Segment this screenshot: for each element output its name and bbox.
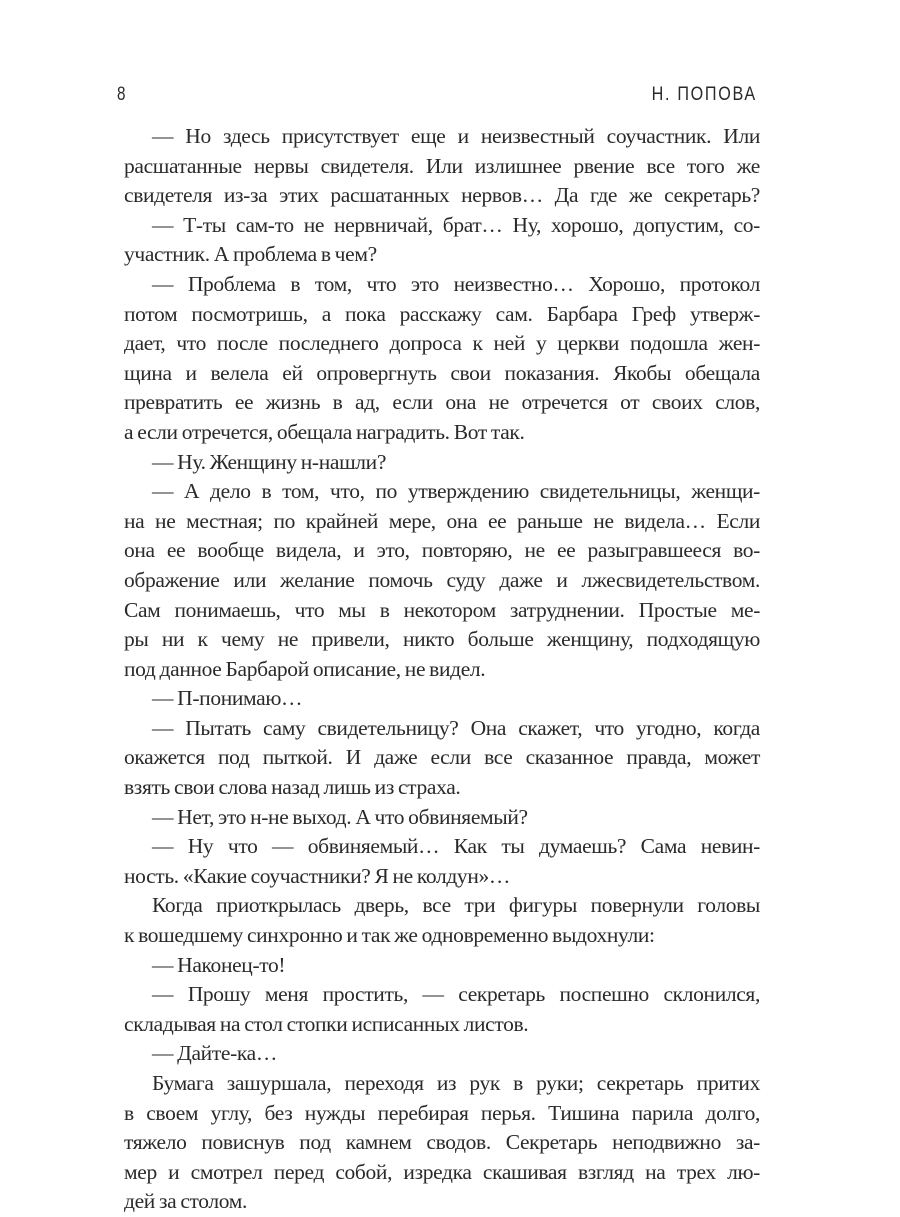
text-line: — Пытать саму свидетельницу? Она скажет, что угодно, когда <box>152 715 760 740</box>
text-line: свидетеля из-за этих расшатанных нервов… Да где же секретарь? <box>124 183 760 208</box>
text-line: щина и велела ей опровергнуть свои показания. Якобы обещала <box>124 360 760 385</box>
text-line: окажется под пыткой. И даже если все сказанное правда, может <box>124 745 760 770</box>
text-line: — Проблема в том, что это неизвестно… Хорошо, протокол <box>152 271 760 296</box>
text-line: превратить ее жизнь в ад, если она не отречется от своих слов, <box>124 390 760 415</box>
text-line: — Но здесь присутствует еще и неизвестный соучастник. Или <box>152 124 760 148</box>
text-line: — А дело в том, что, по утверждению свидетельницы, женщи- <box>152 479 760 504</box>
text-line: взять свои слова назад лишь из страха. <box>124 775 461 800</box>
text-line: под данное Барбарой описание, не видел. <box>124 656 486 681</box>
text-line: мер и смотрел перед собой, изредка скашивая взгляд на трех лю- <box>124 1159 760 1184</box>
text-line: участник. А проблема в чем? <box>124 242 377 267</box>
text-line: в своем углу, без нужды перебирая перья. Тишина парила долго, <box>124 1100 760 1125</box>
text-line: — Ну. Женщину н-нашли? <box>152 449 387 474</box>
text-line: — Наконец-то! <box>152 952 286 977</box>
text-line: к вошедшему синхронно и так же одновременно выдохнули: <box>124 923 655 948</box>
text-line: расшатанные нервы свидетеля. Или излишнее рвение все того же <box>124 153 760 178</box>
text-line: — Дайте-ка… <box>152 1041 278 1066</box>
text-line: — Прошу меня простить, — секретарь поспешно склонился, <box>152 982 760 1007</box>
text-line: — Т-ты сам-то не нервничай, брат… Ну, хорошо, допустим, со- <box>152 212 760 237</box>
text-line: — Ну что — обвиняемый… Как ты думаешь? Сама невин- <box>152 834 760 859</box>
text-line: складывая на стол стопки исписанных листов. <box>124 1011 529 1036</box>
text-line: — Нет, это н-не выход. А что обвиняемый? <box>152 804 528 829</box>
text-line: ры ни к чему не привели, никто больше женщину, подходящую <box>124 627 760 652</box>
text-line: Сам понимаешь, что мы в некотором затруднении. Простые ме- <box>124 597 760 622</box>
text-line: ображение или желание помочь суду даже и лжесвидетельством. <box>124 567 760 592</box>
page-number: 8 <box>117 84 126 105</box>
text-line: на не местная; по крайней мере, она ее раньше не видела… Если <box>124 508 760 533</box>
text-line: — П-понимаю… <box>152 686 303 711</box>
text-line: Когда приоткрылась дверь, все три фигуры повернули головы <box>152 893 760 918</box>
text-line: она ее вообще видела, и это, повторяю, не ее разыгравшееся во- <box>124 538 760 563</box>
text-line: дает, что после последнего допроса к ней у церкви подошла жен- <box>124 331 760 356</box>
text-line: потом посмотришь, а пока расскажу сам. Барбара Греф утверж- <box>124 301 760 326</box>
text-line: а если отречется, обещала наградить. Вот так. <box>124 419 525 444</box>
text-line: дей за столом. <box>124 1189 248 1214</box>
text-line: тяжело повиснув под камнем сводов. Секретарь неподвижно за- <box>124 1130 760 1155</box>
text-line: ность. «Какие соучастники? Я не колдун»… <box>124 863 511 888</box>
body-text <box>124 122 760 1217</box>
author-name: Н. ПОПОВА <box>651 84 757 105</box>
running-head <box>117 84 757 112</box>
text-line: Бумага зашуршала, переходя из рук в руки; секретарь притих <box>152 1071 760 1095</box>
